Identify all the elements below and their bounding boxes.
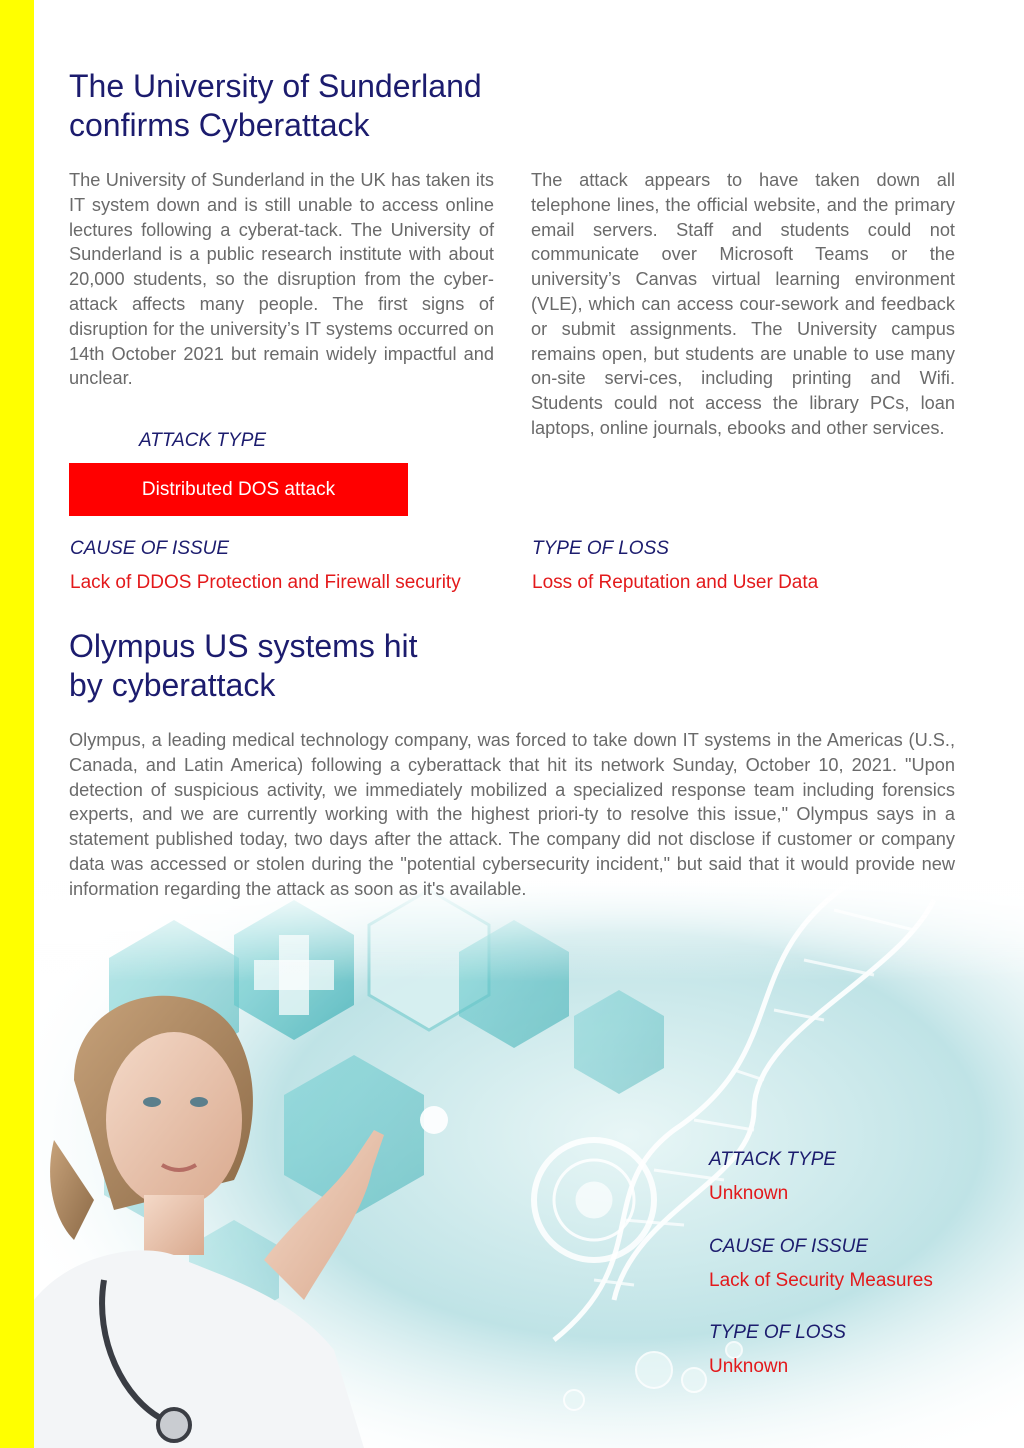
article2-attack-type-value: Unknown bbox=[709, 1183, 789, 1204]
article1-title-line2: confirms Cyberattack bbox=[69, 107, 370, 143]
article2-loss-value: Unknown bbox=[709, 1356, 789, 1377]
article2-cause-label: CAUSE OF ISSUE bbox=[709, 1236, 869, 1257]
article1-loss-label: TYPE OF LOSS bbox=[532, 538, 669, 559]
medical-scene-svg bbox=[34, 880, 1024, 1448]
article1-col-right: The attack appears to have taken down all telephone lines, the official website, and the primary email servers. Staff and students could not communicate over Microsoft Teams or the university’s Canvas virtual learning environment (VLE), which can access cour-sework and feedback or submit assignments. The University campus remains open, but students are unable to use many on-site servi-ces, including printing and Wifi. Students could not access the library PCs, loan laptops, online journals, ebooks and other services. bbox=[531, 170, 955, 438]
article1-title-line1: The University of Sunderland bbox=[69, 68, 482, 104]
medical-illustration bbox=[34, 880, 1024, 1448]
article1-loss-value: Loss of Reputation and User Data bbox=[532, 572, 819, 593]
article1-title bbox=[69, 67, 589, 145]
article2-body: Olympus, a leading medical technology company, was forced to take down IT systems in the Americas (U.S., Canada, and Latin America) following a cyberattack that hit its network Sunday, October 10, 2021. "Upon detection of suspicious activity, we immediately mobilized a specialized response team including forensics experts, and we are currently working with the highest priori-ty to resolve this issue," Olympus says in a statement published today, two days after the attack. The company did not disclose if customer or company data was accessed or stolen during the "potential cybersecurity incident," but said that it would provide new information regarding the attack as soon as it's available. bbox=[69, 730, 955, 899]
article2-title-line2: by cyberattack bbox=[69, 667, 276, 703]
article1-attack-type-label: ATTACK TYPE bbox=[139, 430, 267, 451]
attack-type-badge: Distributed DOS attack bbox=[69, 463, 408, 516]
article2-attack-type-label: ATTACK TYPE bbox=[709, 1149, 837, 1170]
article2-loss-label: TYPE OF LOSS bbox=[709, 1322, 846, 1343]
article2-title-line1: Olympus US systems hit bbox=[69, 628, 418, 664]
article1-col-left: The University of Sunderland in the UK has taken its IT system down and is still unable to access online lectures following a cyberat-tack. The University of Sunderland is a public research institute with about 20,000 students, so the disruption from the cyber-attack affects many people. The first signs of disruption for the university’s IT systems occurred on 14th October 2021 but remain widely impactful and unclear. bbox=[69, 170, 494, 389]
article1-cause-label: CAUSE OF ISSUE bbox=[70, 538, 230, 559]
article2-cause-value: Lack of Security Measures bbox=[709, 1270, 933, 1291]
article1-cause-value: Lack of DDOS Protection and Firewall security bbox=[70, 572, 461, 593]
accent-bar bbox=[0, 0, 34, 1448]
article2-title bbox=[69, 627, 589, 705]
